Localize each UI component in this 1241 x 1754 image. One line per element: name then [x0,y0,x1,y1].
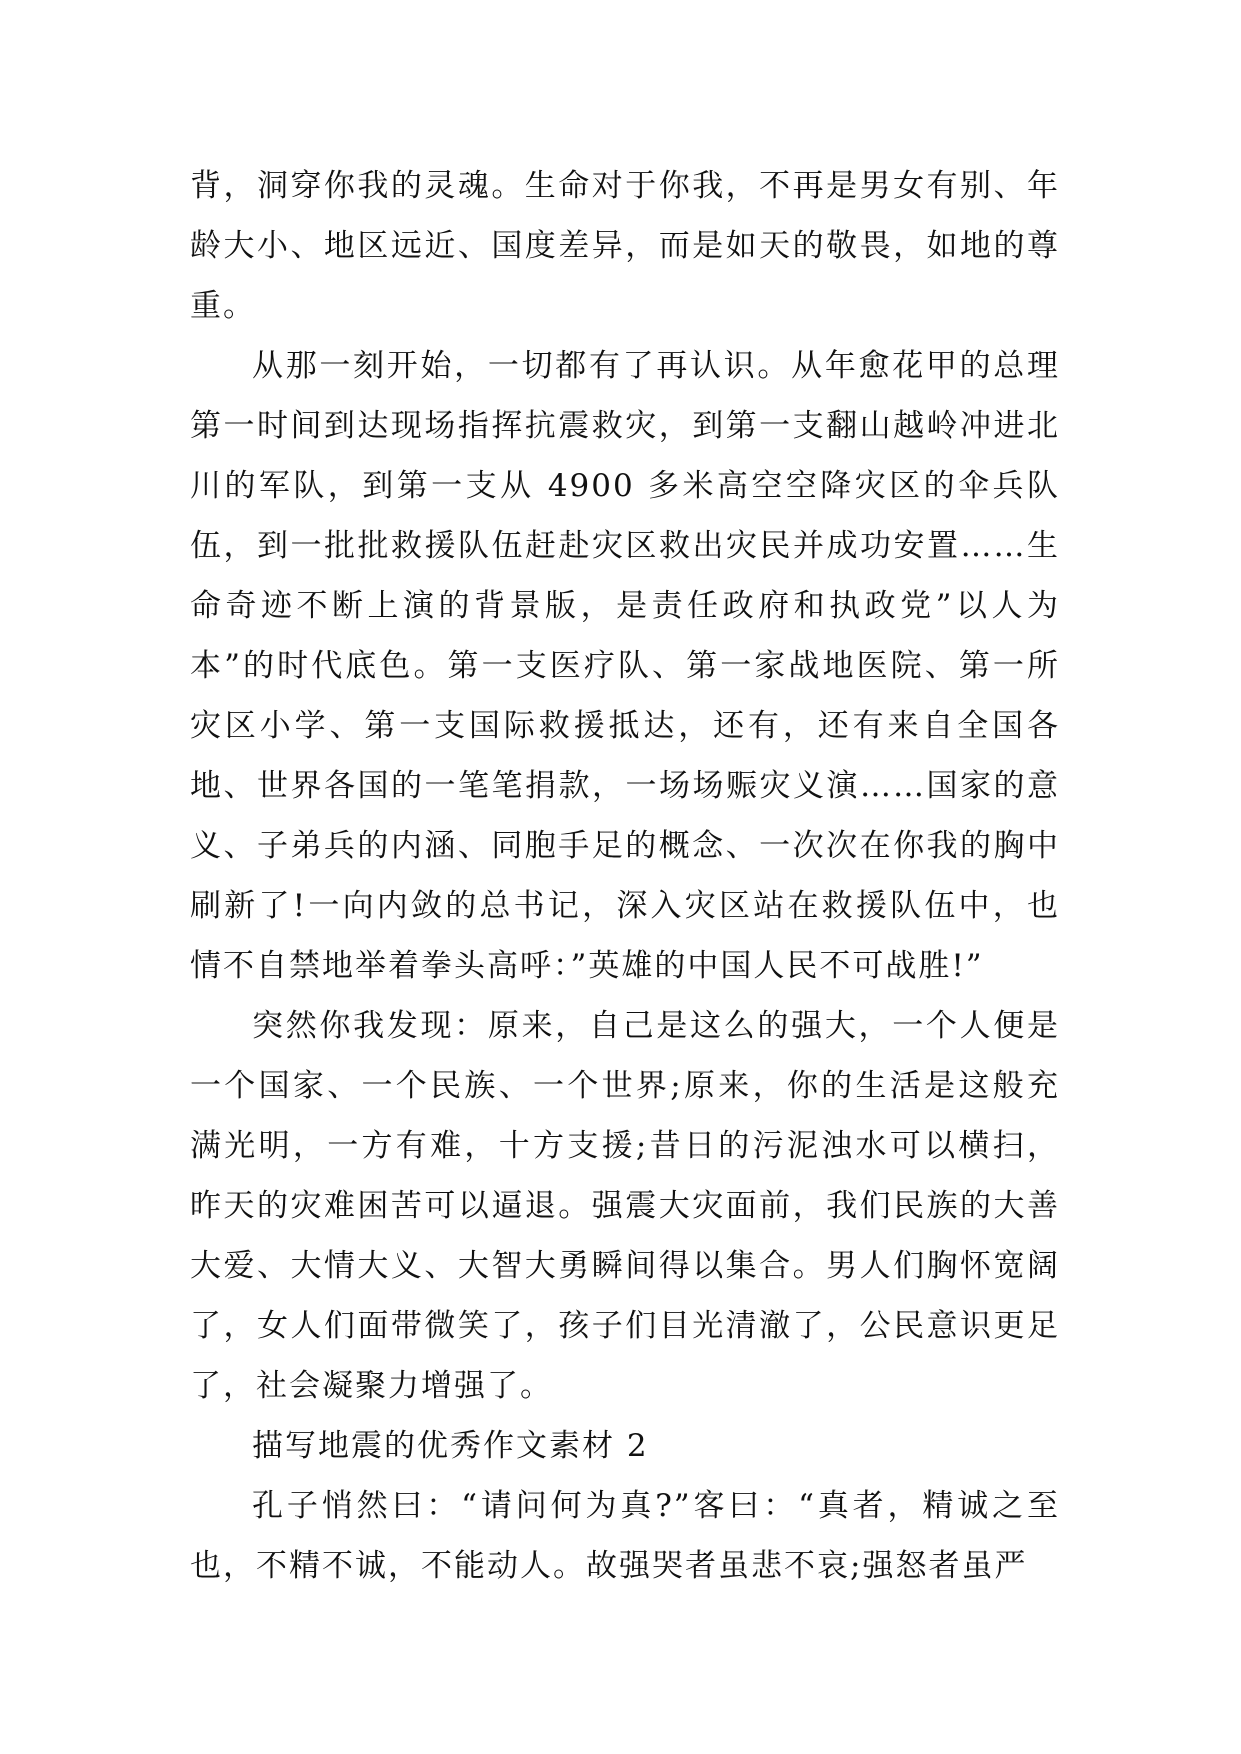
section-title: 描写地震的优秀作文素材 2 [252,1428,649,1464]
paragraph: 从那一刻开始，一切都有了再认识。从年愈花甲的总理第一时间到达现场指挥抗震救灾，到第一支翻山越岭冲进北川的军队，到第一支从 4900 多米高空空降灾区的伞兵队伍，到一批批救援队伍赶赴灾区救出灾民并成功安置……生命奇迹不断上演的背景版，是责任政府和执政党”以人为本”的时代底色。第一支医疗队、第一家战地医院、第一所灾区小学、第一支国际救援抵达，还有，还有来自全国各地、世界各国的一笔笔捐款，一场场赈灾义演……国家的意义、子弟兵的内涵、同胞手足的概念、一次次在你我的胸中刷新了!一向内敛的总书记，深入灾区站在救援队伍中，也情不自禁地举着拳头高呼：”英雄的中国人民不可战胜!” [190,348,1060,984]
paragraph: 孔子悄然曰：“请问何为真?”客曰：“真者，精诚之至也，不精不诚，不能动人。故强哭者虽悲不哀;强怒者虽严 [190,1488,1060,1584]
paragraph-continued: 背，洞穿你我的灵魂。生命对于你我，不再是男女有别、年龄大小、地区远近、国度差异，而是如天的敬畏，如地的尊重。 [190,168,1060,324]
paragraph: 突然你我发现：原来，自己是这么的强大，一个人便是一个国家、一个民族、一个世界;原来，你的生活是这般充满光明，一方有难，十方支援;昔日的污泥浊水可以横扫，昨天的灾难困苦可以逼退。强震大灾面前，我们民族的大善大爱、大情大义、大智大勇瞬间得以集合。男人们胸怀宽阔了，女人们面带微笑了，孩子们目光清澈了，公民意识更足了，社会凝聚力增强了。 [190,1008,1060,1404]
document-page [190,156,1060,1596]
